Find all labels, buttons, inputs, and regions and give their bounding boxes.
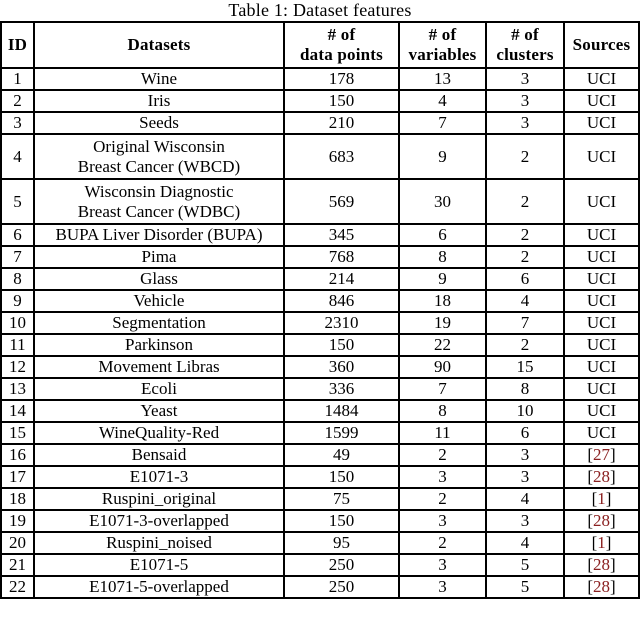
cell-id: 18 <box>1 488 34 510</box>
table-row <box>1 112 639 134</box>
cell-clusters: 4 <box>486 488 564 510</box>
header-datasets-label: Datasets <box>127 35 191 54</box>
cell-id: 4 <box>1 134 34 179</box>
table-row <box>1 466 639 488</box>
cell-id: 22 <box>1 576 34 598</box>
cell-variables: 22 <box>399 334 486 356</box>
cell-source: [1] <box>564 488 639 510</box>
cell-data-points: 150 <box>284 510 399 532</box>
cell-id: 15 <box>1 422 34 444</box>
cell-clusters: 3 <box>486 68 564 90</box>
cell-clusters: 2 <box>486 224 564 246</box>
table-row <box>1 444 639 466</box>
cell-variables: 3 <box>399 554 486 576</box>
cell-data-points: 150 <box>284 466 399 488</box>
header-id-label: ID <box>7 35 28 54</box>
cell-id: 3 <box>1 112 34 134</box>
cell-id: 10 <box>1 312 34 334</box>
table-row <box>1 532 639 554</box>
table-row <box>1 68 639 90</box>
cell-variables: 19 <box>399 312 486 334</box>
cell-data-points: 683 <box>284 134 399 179</box>
cell-data-points: 569 <box>284 179 399 224</box>
cell-dataset-name: Seeds <box>34 112 284 134</box>
cell-dataset-name: E1071-5-overlapped <box>34 576 284 598</box>
table-row <box>1 268 639 290</box>
cell-id: 5 <box>1 179 34 224</box>
cell-id: 12 <box>1 356 34 378</box>
table-row <box>1 554 639 576</box>
cell-source: UCI <box>564 68 639 90</box>
cell-dataset-name: Pima <box>34 246 284 268</box>
cell-source: UCI <box>564 356 639 378</box>
cell-variables: 30 <box>399 179 486 224</box>
cell-data-points: 250 <box>284 576 399 598</box>
cell-id: 19 <box>1 510 34 532</box>
cell-clusters: 7 <box>486 312 564 334</box>
header-clusters-line1: # of <box>511 25 539 44</box>
table-row <box>1 290 639 312</box>
cell-source: UCI <box>564 268 639 290</box>
table-row <box>1 356 639 378</box>
cell-variables: 9 <box>399 134 486 179</box>
cell-dataset-name: Wisconsin Diagnostic Breast Cancer (WDBC) <box>34 179 284 224</box>
cell-source: [28] <box>564 554 639 576</box>
cell-clusters: 4 <box>486 290 564 312</box>
cell-clusters: 10 <box>486 400 564 422</box>
table-caption: Table 1: Dataset features <box>228 0 412 20</box>
cell-id: 1 <box>1 68 34 90</box>
header-clusters <box>486 22 564 68</box>
cell-clusters: 2 <box>486 334 564 356</box>
cell-id: 17 <box>1 466 34 488</box>
citation-link[interactable]: 28 <box>593 577 610 596</box>
cell-data-points: 846 <box>284 290 399 312</box>
cell-id: 8 <box>1 268 34 290</box>
cell-clusters: 2 <box>486 246 564 268</box>
header-row <box>1 22 639 68</box>
cell-variables: 3 <box>399 510 486 532</box>
header-data-points-line2: data points <box>300 45 383 64</box>
header-variables <box>399 22 486 68</box>
cell-dataset-name: Segmentation <box>34 312 284 334</box>
cell-source: UCI <box>564 290 639 312</box>
cell-clusters: 2 <box>486 134 564 179</box>
cell-clusters: 8 <box>486 378 564 400</box>
cell-clusters: 4 <box>486 532 564 554</box>
cell-data-points: 150 <box>284 334 399 356</box>
cell-id: 7 <box>1 246 34 268</box>
cell-variables: 8 <box>399 400 486 422</box>
cell-id: 11 <box>1 334 34 356</box>
header-datasets <box>34 22 284 68</box>
cell-data-points: 2310 <box>284 312 399 334</box>
cell-variables: 3 <box>399 576 486 598</box>
cell-variables: 6 <box>399 224 486 246</box>
cell-source: [28] <box>564 576 639 598</box>
cell-variables: 9 <box>399 268 486 290</box>
cell-variables: 13 <box>399 68 486 90</box>
cell-variables: 7 <box>399 378 486 400</box>
cell-dataset-name: Ecoli <box>34 378 284 400</box>
cell-source: UCI <box>564 112 639 134</box>
cell-dataset-name: WineQuality-Red <box>34 422 284 444</box>
cell-source: UCI <box>564 422 639 444</box>
cell-data-points: 336 <box>284 378 399 400</box>
cell-id: 6 <box>1 224 34 246</box>
cell-id: 9 <box>1 290 34 312</box>
cell-data-points: 360 <box>284 356 399 378</box>
cell-data-points: 49 <box>284 444 399 466</box>
cell-variables: 2 <box>399 488 486 510</box>
cell-dataset-name: Original Wisconsin Breast Cancer (WBCD) <box>34 134 284 179</box>
cell-data-points: 210 <box>284 112 399 134</box>
cell-id: 16 <box>1 444 34 466</box>
cell-dataset-name: E1071-3 <box>34 466 284 488</box>
cell-dataset-name: Iris <box>34 90 284 112</box>
cell-clusters: 6 <box>486 422 564 444</box>
cell-id: 2 <box>1 90 34 112</box>
cell-id: 13 <box>1 378 34 400</box>
cell-dataset-name: Yeast <box>34 400 284 422</box>
cell-source: UCI <box>564 224 639 246</box>
cell-clusters: 5 <box>486 576 564 598</box>
cell-data-points: 1484 <box>284 400 399 422</box>
cell-data-points: 95 <box>284 532 399 554</box>
table-row <box>1 224 639 246</box>
header-data-points <box>284 22 399 68</box>
table-row <box>1 90 639 112</box>
cell-source: UCI <box>564 246 639 268</box>
cell-dataset-name: Wine <box>34 68 284 90</box>
header-data-points-line1: # of <box>327 25 356 44</box>
cell-source: UCI <box>564 312 639 334</box>
header-id <box>1 22 34 68</box>
cell-clusters: 6 <box>486 268 564 290</box>
cell-variables: 8 <box>399 246 486 268</box>
cell-data-points: 345 <box>284 224 399 246</box>
cell-data-points: 214 <box>284 268 399 290</box>
cell-clusters: 5 <box>486 554 564 576</box>
table-row <box>1 400 639 422</box>
dataset-features-table <box>0 21 640 599</box>
header-sources <box>564 22 639 68</box>
citation-link[interactable]: 1 <box>597 533 606 552</box>
cell-source: UCI <box>564 378 639 400</box>
cell-clusters: 3 <box>486 112 564 134</box>
table-row <box>1 576 639 598</box>
cell-id: 20 <box>1 532 34 554</box>
cell-dataset-name: E1071-3-overlapped <box>34 510 284 532</box>
cell-dataset-name: Vehicle <box>34 290 284 312</box>
citation-link[interactable]: 27 <box>593 445 610 464</box>
cell-data-points: 768 <box>284 246 399 268</box>
cell-dataset-name: Ruspini_noised <box>34 532 284 554</box>
cell-source: [1] <box>564 532 639 554</box>
cell-variables: 7 <box>399 112 486 134</box>
table-row <box>1 134 639 179</box>
cell-clusters: 3 <box>486 466 564 488</box>
cell-source: [27] <box>564 444 639 466</box>
table-row <box>1 246 639 268</box>
table-row <box>1 378 639 400</box>
cell-variables: 2 <box>399 532 486 554</box>
cell-id: 21 <box>1 554 34 576</box>
cell-source: [28] <box>564 510 639 532</box>
cell-source: UCI <box>564 90 639 112</box>
cell-id: 14 <box>1 400 34 422</box>
cell-clusters: 3 <box>486 90 564 112</box>
cell-source: UCI <box>564 334 639 356</box>
cell-dataset-name: Ruspini_original <box>34 488 284 510</box>
cell-clusters: 3 <box>486 510 564 532</box>
cell-variables: 4 <box>399 90 486 112</box>
cell-dataset-name: Parkinson <box>34 334 284 356</box>
citation-link[interactable]: 28 <box>593 555 610 574</box>
cell-dataset-name: Movement Libras <box>34 356 284 378</box>
citation-link[interactable]: 28 <box>593 467 610 486</box>
citation-link[interactable]: 1 <box>597 489 606 508</box>
cell-source: UCI <box>564 400 639 422</box>
cell-data-points: 150 <box>284 90 399 112</box>
header-variables-line1: # of <box>428 25 457 44</box>
table-row <box>1 312 639 334</box>
cell-clusters: 2 <box>486 179 564 224</box>
cell-source: UCI <box>564 179 639 224</box>
cell-data-points: 250 <box>284 554 399 576</box>
cell-variables: 90 <box>399 356 486 378</box>
cell-data-points: 1599 <box>284 422 399 444</box>
cell-dataset-name: BUPA Liver Disorder (BUPA) <box>34 224 284 246</box>
cell-variables: 11 <box>399 422 486 444</box>
cell-source: [28] <box>564 466 639 488</box>
cell-source: UCI <box>564 134 639 179</box>
cell-dataset-name: Glass <box>34 268 284 290</box>
table-row <box>1 179 639 224</box>
cell-data-points: 178 <box>284 68 399 90</box>
cell-clusters: 3 <box>486 444 564 466</box>
cell-dataset-name: Bensaid <box>34 444 284 466</box>
table-row <box>1 422 639 444</box>
header-clusters-line2: clusters <box>496 45 554 64</box>
cell-data-points: 75 <box>284 488 399 510</box>
citation-link[interactable]: 28 <box>593 511 610 530</box>
table-row <box>1 510 639 532</box>
cell-variables: 3 <box>399 466 486 488</box>
cell-variables: 18 <box>399 290 486 312</box>
header-variables-line2: variables <box>408 45 477 64</box>
cell-dataset-name: E1071-5 <box>34 554 284 576</box>
cell-variables: 2 <box>399 444 486 466</box>
header-sources-label: Sources <box>572 35 631 54</box>
table-row <box>1 488 639 510</box>
table-row <box>1 334 639 356</box>
cell-clusters: 15 <box>486 356 564 378</box>
